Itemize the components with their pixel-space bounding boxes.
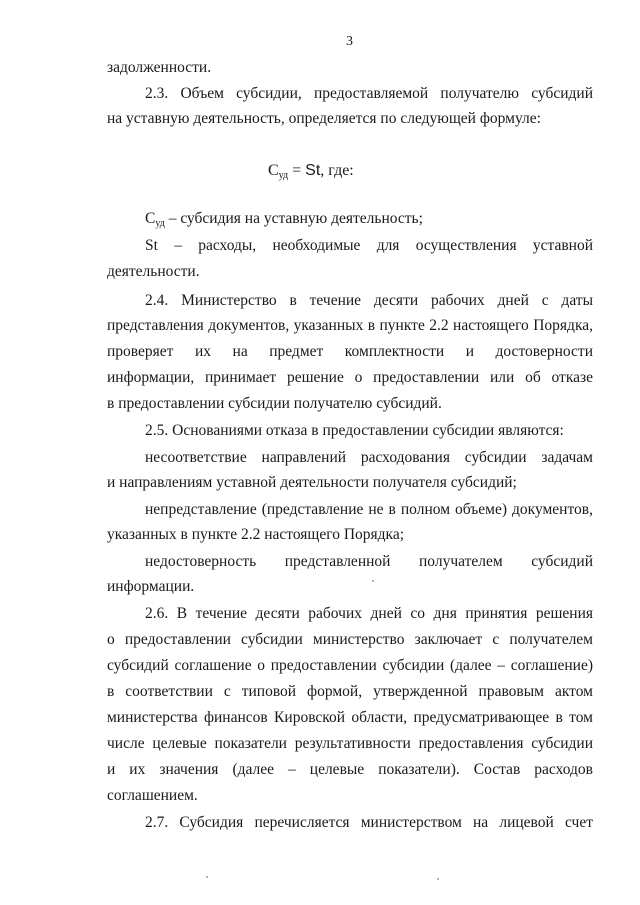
text-line: представления документов, указанных в пункте 2.2 настоящего Порядка, xyxy=(107,317,593,334)
definition-cud xyxy=(145,209,423,234)
list-item: непредставление (представление не в полном объеме) документов, xyxy=(145,501,593,518)
text-line: числе целевые показатели результативности предоставления субсидии xyxy=(107,735,593,752)
text-line: субсидий соглашение о предоставлении субсидии (далее – соглашение) xyxy=(107,657,593,674)
text-line: соглашением. xyxy=(107,787,198,804)
text-line: деятельности. xyxy=(107,263,200,280)
paragraph-2-4: 2.4. Министерство в течение десяти рабочих дней с даты xyxy=(145,292,593,309)
text-line: в предоставлении субсидии получателю субсидий. xyxy=(107,395,442,412)
definition-cud-text: – субсидия на уставную деятельность; xyxy=(164,210,423,227)
formula-lhs: С xyxy=(268,162,279,179)
text-line: указанных в пункте 2.2 настоящего Порядка; xyxy=(107,526,405,543)
text-line: информации, принимает решение о предоставлении или об отказе xyxy=(107,369,593,386)
definition-st: St – расходы, необходимые для осуществления уставной xyxy=(145,237,593,254)
formula-equals: = xyxy=(292,162,302,179)
text-line: в соответствии с типовой формой, утвержденной правовым актом xyxy=(107,683,593,700)
paragraph-2-6: 2.6. В течение десяти рабочих дней со дня принятия решения xyxy=(145,605,593,622)
definition-cud-sub: уд xyxy=(155,218,165,229)
list-item: несоответствие направлений расходования субсидии задачам xyxy=(145,449,593,466)
text-line: задолженности. xyxy=(107,59,212,76)
text-line: проверяет их на предмет комплектности и достоверности xyxy=(107,343,593,360)
paragraph-2-7: 2.7. Субсидия перечисляется министерством на лицевой счет xyxy=(145,814,593,831)
text-line: на уставную деятельность, определяется по следующей формуле: xyxy=(107,110,541,127)
text-line: и их значения (далее – целевые показатели). Состав расходов xyxy=(107,761,593,778)
text-line: министерства финансов Кировской области, предусматривающее в том xyxy=(107,709,593,726)
formula xyxy=(268,162,354,181)
formula-rhs: St xyxy=(305,162,321,179)
paragraph-2-5: 2.5. Основаниями отказа в предоставлении субсидии являются: xyxy=(145,422,564,439)
scan-speck xyxy=(206,876,208,878)
formula-lhs-sub: уд xyxy=(278,170,289,181)
page-number: 3 xyxy=(346,34,353,49)
formula-suffix: , где: xyxy=(320,162,354,179)
text-line: и направлениям уставной деятельности получателя субсидий; xyxy=(107,474,517,491)
paragraph-2-3: 2.3. Объем субсидии, предоставляемой получателю субсидий xyxy=(145,85,593,102)
scan-speck xyxy=(437,878,439,880)
list-item: недостоверность представленной получателем субсидий xyxy=(145,553,593,570)
scan-speck xyxy=(372,580,374,582)
text-line: о предоставлении субсидии министерство заключает с получателем xyxy=(107,631,593,648)
text-line: информации. xyxy=(107,578,195,595)
definition-cud-symbol: С xyxy=(145,210,156,227)
